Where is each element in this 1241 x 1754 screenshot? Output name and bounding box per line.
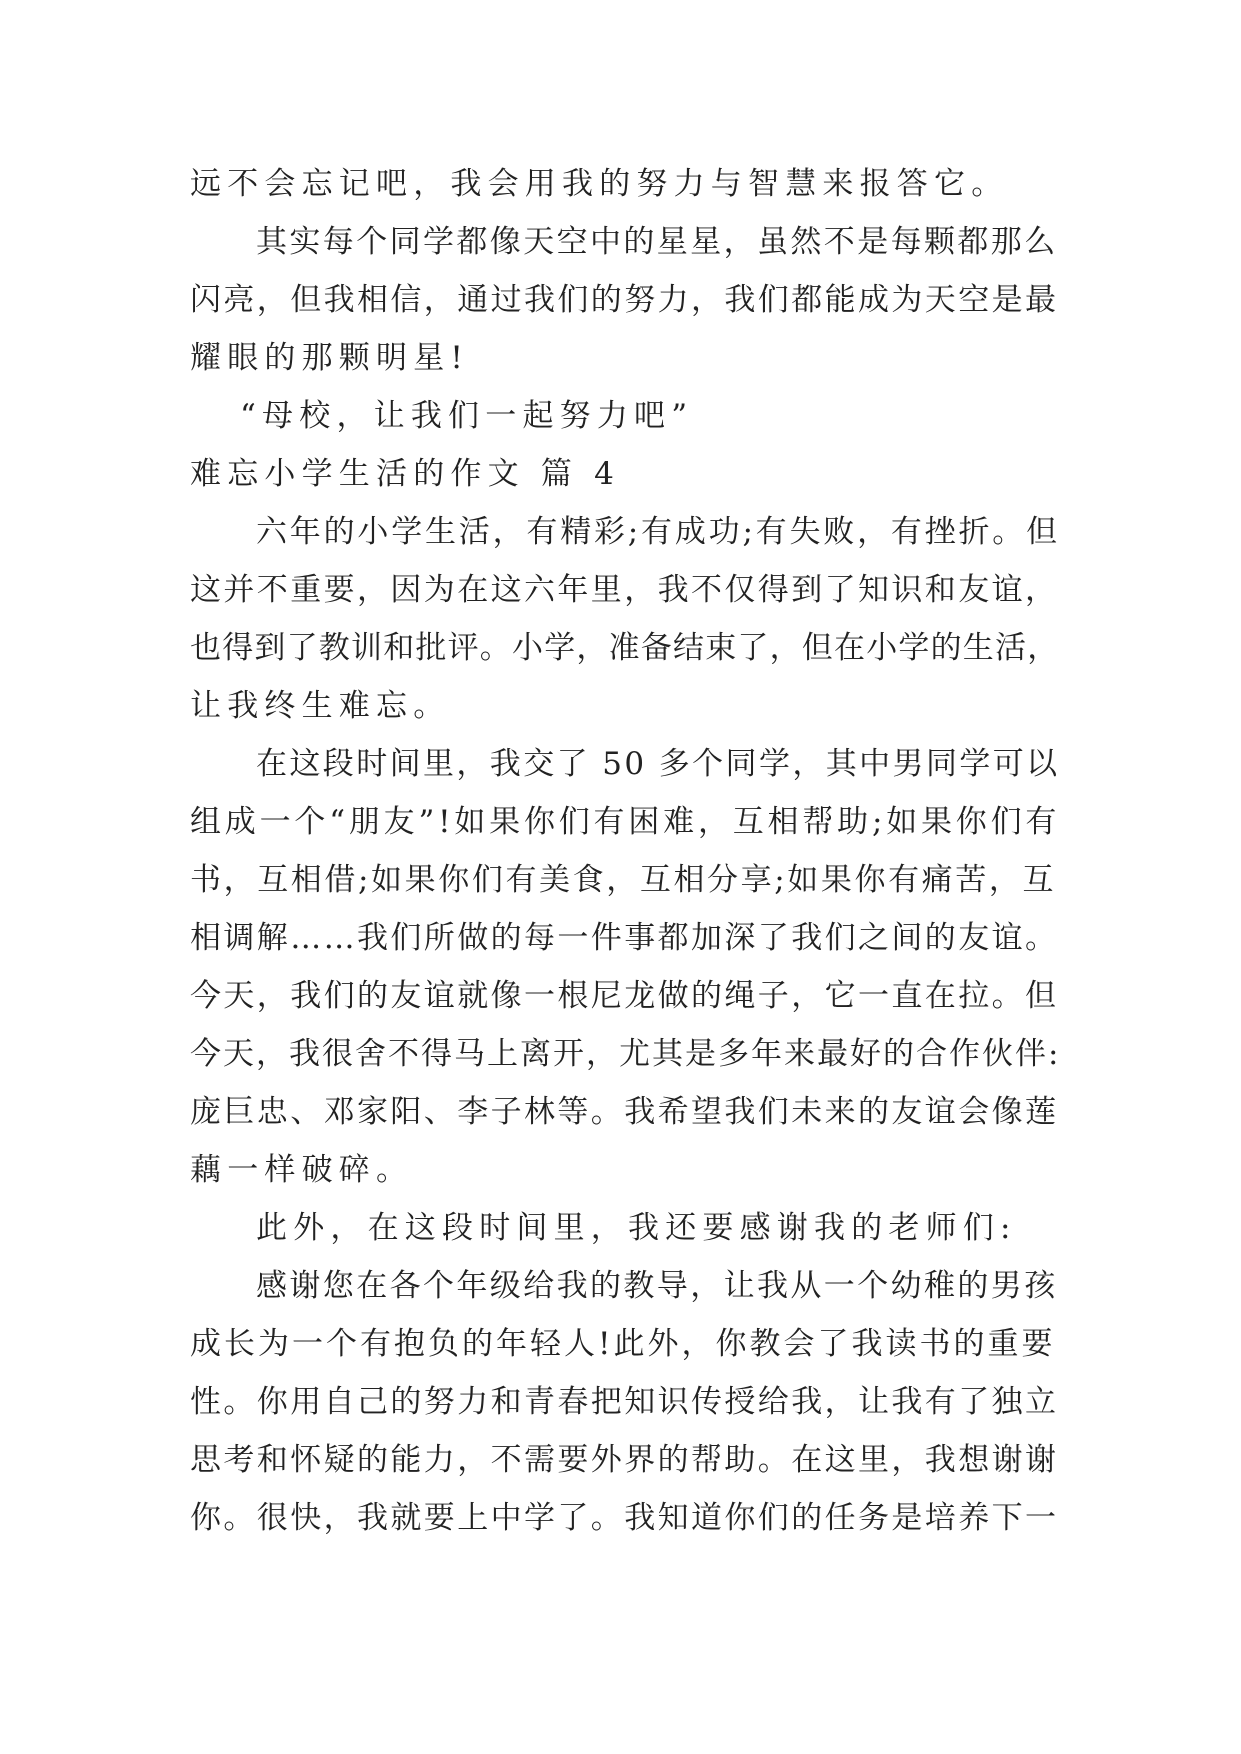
text-line: 相调解……我们所做的每一件事都加深了我们之间的友谊。 xyxy=(190,920,1059,956)
text-line: 远不会忘记吧，我会用我的努力与智慧来报答它。 xyxy=(190,166,1009,202)
text-line: 这并不重要，因为在这六年里，我不仅得到了知识和友谊， xyxy=(190,572,1059,608)
text-line: 性。你用自己的努力和青春把知识传授给我，让我有了独立 xyxy=(190,1384,1059,1420)
text-line: 在这段时间里，我交了 50 多个同学，其中男同学可以 xyxy=(256,746,1060,782)
text-line: 今天，我们的友谊就像一根尼龙做的绳子，它一直在拉。但 xyxy=(190,978,1059,1014)
text-line: 六年的小学生活，有精彩;有成功;有失败，有挫折。但 xyxy=(256,514,1060,550)
text-line: 感谢您在各个年级给我的教导，让我从一个幼稚的男孩 xyxy=(256,1268,1058,1304)
text-line: “母校，让我们一起努力吧” xyxy=(240,398,694,434)
text-line: 今天，我很舍不得马上离开，尤其是多年来最好的合作伙伴: xyxy=(190,1036,1061,1072)
text-line: 书，互相借;如果你们有美食，互相分享;如果你有痛苦，互 xyxy=(190,862,1057,898)
text-line: 藕一样破碎。 xyxy=(190,1152,414,1188)
text-line: 也得到了教训和批评。小学，准备结束了，但在小学的生活， xyxy=(190,630,1060,666)
section-heading: 难忘小学生活的作文 篇 4 xyxy=(190,456,621,492)
text-line: 你。很快，我就要上中学了。我知道你们的任务是培养下一 xyxy=(190,1500,1059,1536)
text-line: 庞巨忠、邓家阳、李子林等。我希望我们未来的友谊会像莲 xyxy=(190,1094,1059,1130)
text-line: 耀眼的那颗明星! xyxy=(190,340,470,376)
text-line: 此外，在这段时间里，我还要感谢我的老师们: xyxy=(256,1210,1017,1246)
text-line: 闪亮，但我相信，通过我们的努力，我们都能成为天空是最 xyxy=(190,282,1059,318)
text-line: 组成一个“朋友”!如果你们有困难，互相帮助;如果你们有 xyxy=(190,804,1061,840)
text-line: 其实每个同学都像天空中的星星，虽然不是每颗都那么 xyxy=(256,224,1058,260)
text-line: 成长为一个有抱负的年轻人!此外，你教会了我读书的重要 xyxy=(190,1326,1056,1362)
text-line: 思考和怀疑的能力，不需要外界的帮助。在这里，我想谢谢 xyxy=(190,1442,1059,1478)
text-line: 让我终生难忘。 xyxy=(190,688,451,724)
